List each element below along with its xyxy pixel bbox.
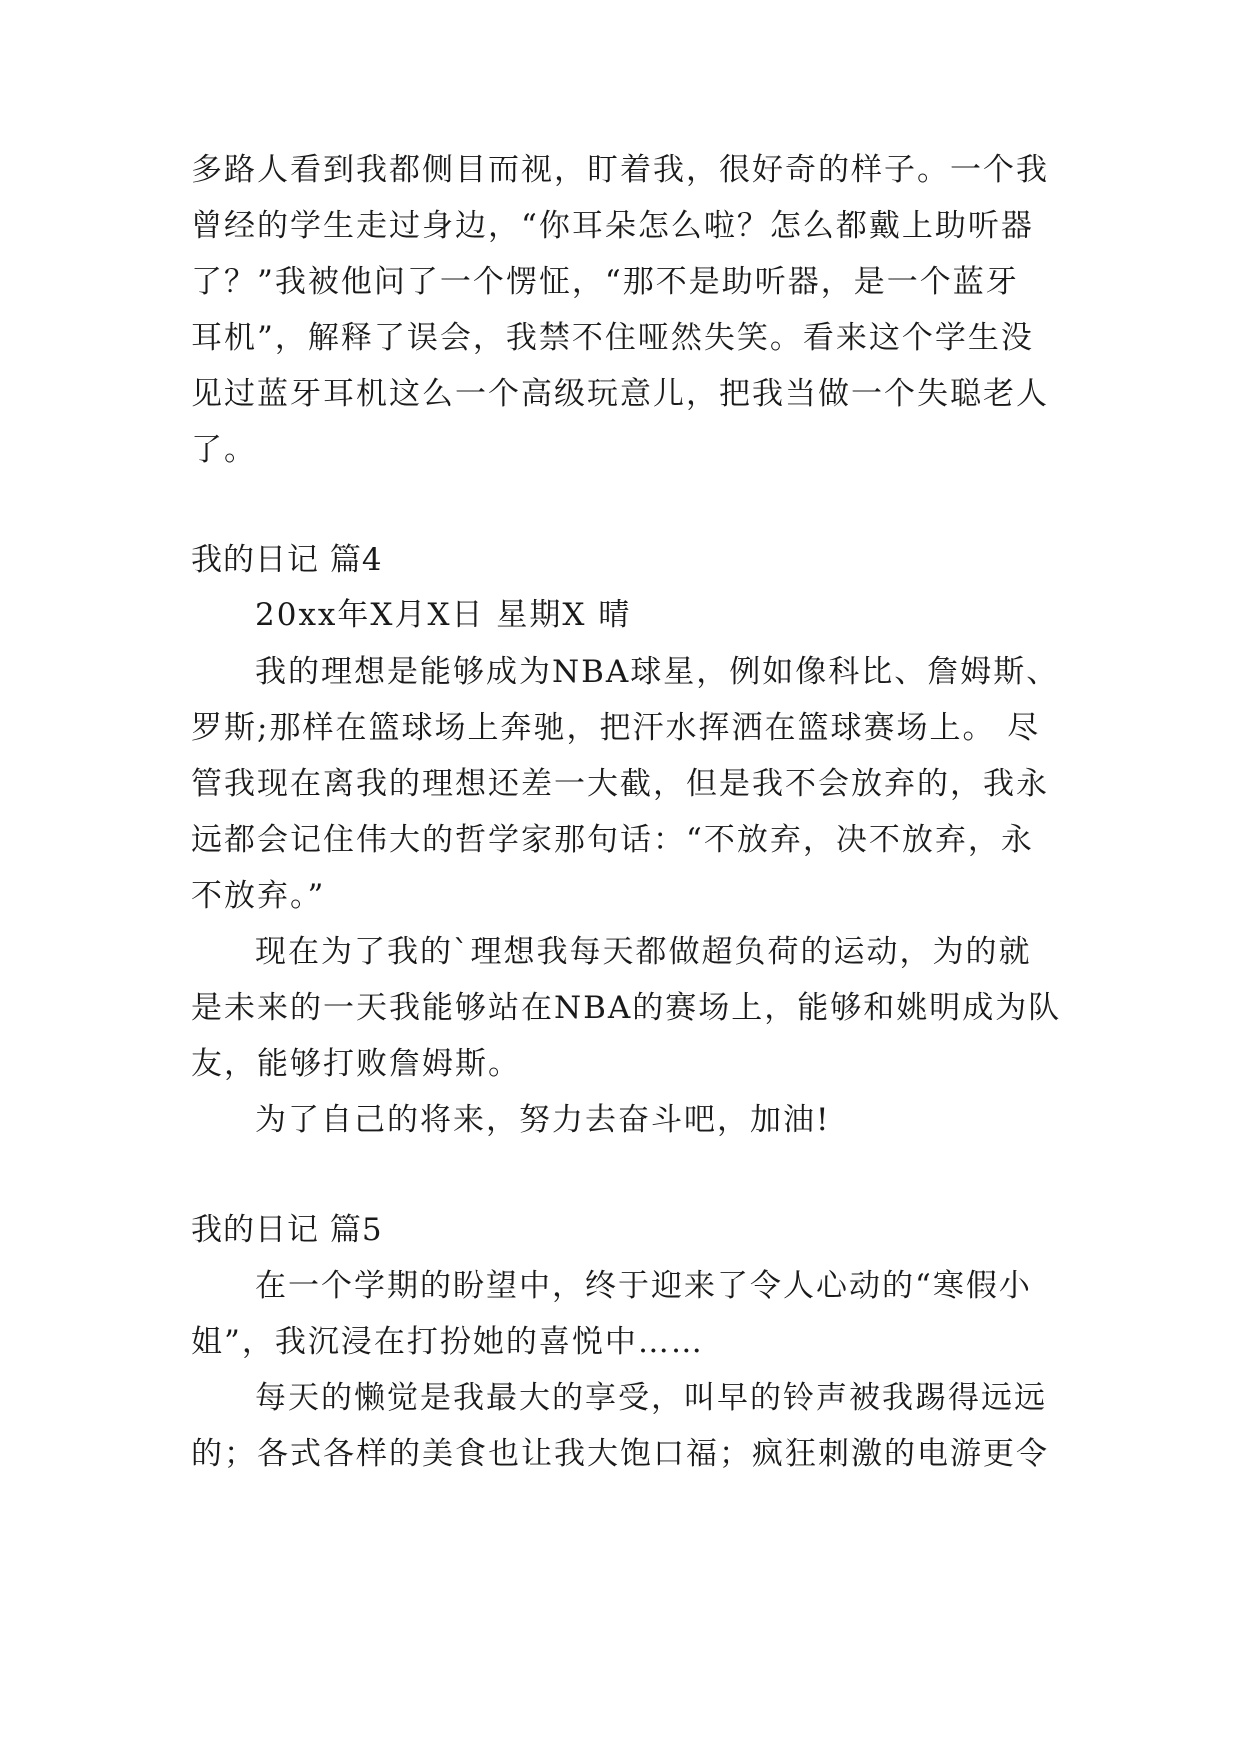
paragraph-line: 了？”我被他问了一个愣怔，“那不是助听器，是一个蓝牙 [191, 264, 1019, 300]
paragraph-line: 每天的懒觉是我最大的享受，叫早的铃声被我踢得远远 [255, 1380, 1047, 1416]
paragraph-line: 管我现在离我的理想还差一大截，但是我不会放弃的，我永 [191, 766, 1049, 802]
paragraph-line: 了。 [191, 432, 257, 468]
paragraph-line: 友，能够打败詹姆斯。 [191, 1046, 521, 1082]
paragraph-line: 我的理想是能够成为NBA球星，例如像科比、詹姆斯、 [255, 654, 1060, 690]
section-heading-4: 我的日记 篇4 [191, 542, 383, 578]
paragraph-line: 罗斯;那样在篮球场上奔驰，把汗水挥洒在篮球赛场上。 尽 [191, 710, 1041, 746]
paragraph-line: 曾经的学生走过身边，“你耳朵怎么啦？怎么都戴上助听器 [191, 208, 1034, 244]
paragraph-line: 在一个学期的盼望中，终于迎来了令人心动的“寒假小 [255, 1268, 1032, 1304]
paragraph-line: 是未来的一天我能够站在NBA的赛场上，能够和姚明成为队 [191, 990, 1062, 1026]
paragraph-line: 见过蓝牙耳机这么一个高级玩意儿，把我当做一个失聪老人 [191, 376, 1049, 412]
paragraph-line: 远都会记住伟大的哲学家那句话：“不放弃，决不放弃，永 [191, 822, 1034, 858]
paragraph-line: 不放弃。” [191, 878, 326, 914]
paragraph-line: 耳机”，解释了误会，我禁不住哑然失笑。看来这个学生没 [191, 320, 1034, 356]
paragraph-line: 为了自己的将来，努力去奋斗吧，加油! [255, 1102, 831, 1138]
paragraph-line: 多路人看到我都侧目而视，盯着我，很好奇的样子。一个我 [191, 152, 1049, 188]
paragraph-line: 现在为了我的`理想我每天都做超负荷的运动，为的就 [255, 934, 1032, 970]
section-heading-5: 我的日记 篇5 [191, 1212, 383, 1248]
diary-date-line: 20xx年X月X日 星期X 晴 [255, 597, 632, 633]
paragraph-line: 的；各式各样的美食也让我大饱口福；疯狂刺激的电游更令 [191, 1436, 1049, 1472]
paragraph-line: 姐”，我沉浸在打扮她的喜悦中…… [191, 1324, 704, 1360]
